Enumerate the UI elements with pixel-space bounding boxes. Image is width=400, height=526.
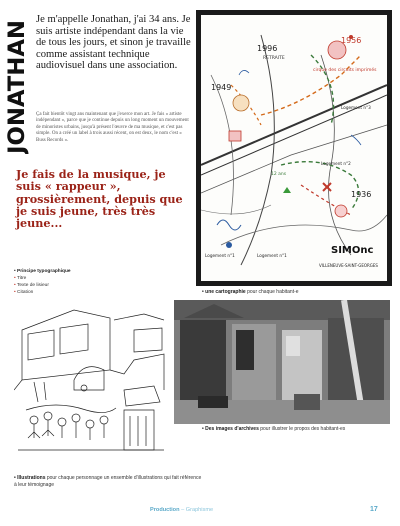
- sketch-caption: [14, 475, 204, 488]
- map-year-1996: 1996: [257, 44, 278, 53]
- page-footer: [0, 506, 400, 518]
- legend-item: • Citation: [14, 289, 164, 296]
- legend-title: • Principe typographique: [14, 269, 71, 274]
- archive-photo-image: [174, 300, 390, 424]
- map-caption-bold: • une cartographie: [202, 289, 246, 295]
- photo-caption: [202, 426, 392, 433]
- map-town: VILLENEUVE-SAINT-GEORGES: [319, 263, 378, 268]
- footer-section-name: Production: [150, 507, 180, 513]
- map-label-retraite: RETRAITE: [263, 56, 285, 61]
- map-label-logement: Logement n°3: [341, 105, 371, 110]
- sketch-drawing: [14, 290, 170, 456]
- map-year-1956: 1956: [341, 36, 362, 45]
- sketch-illustration: [14, 290, 170, 456]
- photo-caption-text: pour illustrer le propos des habitant-es: [258, 426, 346, 432]
- vertical-title: [2, 20, 30, 154]
- map-illustration: [196, 10, 392, 286]
- footer-subsection: – Graphisme: [179, 507, 214, 513]
- sketch-caption-bold: • Illustrations: [14, 475, 46, 481]
- map-label-ans: 12 ans: [271, 172, 287, 177]
- map-label-logement: Logement n°1: [257, 253, 287, 258]
- sketch-caption-text: pour chaque personnage un ensemble d'illustrations qui fait référence à leur témoignage: [14, 475, 202, 488]
- pull-quote: Je fais de la musique, je suis « rappeur », grossièrement, depuis que je suis jeune, très très jeune...: [16, 167, 183, 231]
- legend-item: • Texte de lisieur: [14, 282, 164, 289]
- footer-section: [150, 507, 213, 513]
- body-text-small: Ça fait bientôt vingt ans maintenant que j'exerce mon art. Je fais « artiste indépendant », parce que je continue depuis un long moment un mouvement de minoristes urbains, jusqu'à présent l'œuvre de ma musique, et c'est pas simple. On a créé un label à trois aussi récent, on est deux, le nom c'est « Buss Records ».: [36, 112, 189, 143]
- legend-item: • Titre: [14, 275, 164, 282]
- map-label-cirque: cirque des circuits imprimés: [313, 68, 377, 73]
- map-year-1936: 1936: [351, 190, 372, 199]
- archive-photo: [174, 300, 390, 424]
- map-drawing: [201, 15, 387, 281]
- map-year-1949: 1949: [211, 83, 232, 92]
- intro-paragraph: Je m'appelle Jonathan, j'ai 34 ans. Je suis artiste indépendant dans la vie de tous les jours, et sinon je travaille comme assistant technique audiovisuel dans une association.: [36, 14, 191, 72]
- map-caption: [202, 289, 392, 296]
- photo-caption-bold: • Des images d'archives: [202, 426, 259, 432]
- map-caption-text: pour chaque habitant-e: [245, 289, 299, 295]
- map-brand: SIMOnc: [331, 245, 374, 256]
- page-number: 17: [370, 506, 378, 513]
- map-label-logement: Logement n°2: [321, 161, 351, 166]
- map-label-logement: Logement n°1: [205, 253, 235, 258]
- vertical-title-text: JONATHAN: [5, 24, 30, 154]
- vertical-title-graphic: [2, 20, 30, 154]
